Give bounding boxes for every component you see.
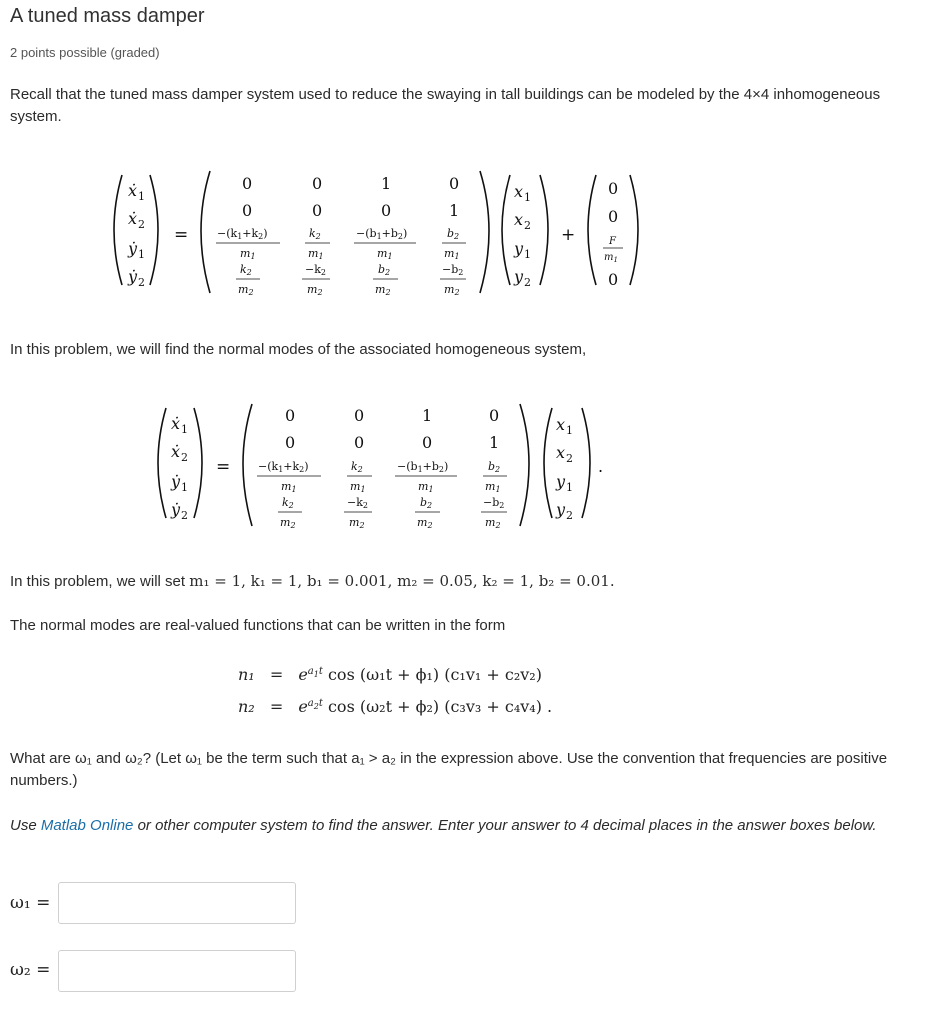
parameters-prefix: In this problem, we will set [10,573,190,590]
svg-text:x: x [556,415,566,434]
m-r2c2: 0 [312,201,323,220]
svg-text:m2: m2 [375,283,391,295]
mode-n2-lhs: n₂ [238,697,255,716]
instructions-prefix: Use [10,817,41,834]
svg-text:b2: b2 [447,227,460,241]
m-r1c1: 0 [242,174,253,193]
svg-text:m2: m2 [307,283,323,295]
parameters-values: m₁ = 1, k₁ = 1, b₁ = 0.001, m₂ = 0.05, k₂ = 1, b₂ = 0.01. [189,572,615,590]
svg-text:m1: m1 [240,247,256,261]
force-1: 0 [608,207,619,226]
lhs-sub-0: 1 [138,190,145,203]
svg-text:m1: $m_1$ [604,252,618,264]
svg-text:0: 0 [354,433,365,452]
mode-n2: $n_2 = e^{a_2t}$ cos (ω₂t + ϕ₂) (c₃v₃ + c₄v₄) . [238,697,553,716]
svg-text:ẋ: ẋ [171,442,181,461]
svg-text:b2: b2 [378,263,391,277]
lhs-sub-2: 1 [138,248,145,261]
svg-text:k2: k2 [282,496,294,510]
svg-text:m1: m1 [485,480,501,494]
svg-text:m2: m2 [349,516,365,528]
force-3: 0 [608,270,619,289]
svg-text:2: 2 [181,451,188,464]
omega1-label: ω₁ = [10,893,51,913]
modes-intro-text: The normal modes are real-valued functions that can be written in the form [10,617,506,634]
svg-text:1: 1 [181,481,188,494]
svg-text:1: 1 [489,433,500,452]
svg-text:0: 0 [489,406,500,425]
svg-text:F: F [609,236,616,247]
homogeneous-equation [0,398,949,528]
svg-text:b2: b2 [420,496,433,510]
svg-text:m1: m1 [444,247,460,261]
svg-text:−b2: −b2 [442,263,464,277]
var-0: x [514,182,524,201]
svg-text:−(b1+b2): −(b1+b2) [397,460,449,474]
svg-text:=: = [174,225,189,245]
svg-text:k2: k2 [309,227,321,241]
lhs-1: ẋ [128,209,138,228]
lhs-2: ẏ [128,239,138,258]
var-sub-1: 2 [524,219,531,232]
question-text: What are ω₁ and ω₂? (Let ω₁ be the term such that a₁ > a₂ in the expression above. Use the convention that frequencies are positive numbers.) [10,750,888,789]
mode-n1-lhs: n₁ [238,665,255,684]
svg-text:1: 1 [566,481,573,494]
svg-text:−k2: −k2 [305,263,326,277]
m-r1c3: 1 [381,174,392,193]
var-sub-2: 1 [524,248,531,261]
instructions-text [10,815,935,837]
mode-n2-rhs: cos (ω₂t + ϕ₂) (c₃v₃ + c₄v₄) . [327,697,553,716]
inhomogeneous-equation [0,165,949,295]
intro-text: Recall that the tuned mass damper system used to reduce the swaying in tall buildings can be modeled by the 4×4 inhomogeneous system. [10,86,881,125]
svg-text:0: 0 [354,406,365,425]
svg-text:1: 1 [181,423,188,436]
mode-n1-rhs: cos (ω₁t + ϕ₁) (c₁v₁ + c₂v₂) [327,665,542,684]
svg-text:y: y [556,472,566,491]
points-label: 2 points possible (graded) [10,45,160,60]
svg-text:m1: m1 [308,247,324,261]
lhs-sub-1: 2 [138,218,145,231]
lhs-sub-3: 2 [138,276,145,289]
svg-text:0: 0 [422,433,433,452]
svg-text:0: 0 [285,433,296,452]
svg-text:b2: b2 [488,460,501,474]
m-r2c3: 0 [381,201,392,220]
svg-text:2: 2 [566,509,573,522]
svg-text:k2: k2 [240,263,252,277]
lhs-3: ẏ [128,267,138,286]
svg-text:m1: m1 [281,480,297,494]
instructions-suffix: or other computer system to find the answer. Enter your answer to 4 decimal places in the answer boxes below. [133,817,877,834]
svg-text:m2: m2 [238,283,254,295]
svg-text:−(b1+b2): −(b1+b2) [356,227,408,241]
m-r1c2: 0 [312,174,323,193]
svg-text:−k2: −k2 [347,496,368,510]
svg-text:+: + [561,225,576,245]
svg-text:1: 1 [422,406,433,425]
svg-text:ẏ: ẏ [171,500,181,519]
svg-text:−b2: −b2 [483,496,505,510]
omega1-input[interactable] [58,882,296,924]
svg-text:m2: m2 [417,516,433,528]
svg-text:m1: m1 [418,480,434,494]
svg-text:0: 0 [285,406,296,425]
var-sub-0: 1 [524,191,531,204]
svg-text:ẏ: ẏ [171,472,181,491]
var-2: y [514,239,524,258]
homogeneous-intro-text: In this problem, we will find the normal modes of the associated homogeneous system, [10,341,587,358]
svg-text:.: . [598,457,604,476]
m-r2c4: 1 [449,201,460,220]
force-0: 0 [608,179,619,198]
svg-text:m2: m2 [444,283,460,295]
svg-text:2: 2 [566,452,573,465]
svg-text:m1: m1 [350,480,366,494]
svg-text:y: y [556,500,566,519]
mode-n1: $n_1 = e^{a_1t}$ cos (ω₁t + ϕ₁) (c₁v₁ + c₂v₂) [238,665,542,684]
svg-text:2: 2 [181,509,188,522]
m-r2c1: 0 [242,201,253,220]
svg-text:=: = [216,457,231,477]
omega2-input[interactable] [58,950,296,992]
omega2-label: ω₂ = [10,960,51,980]
problem-title: A tuned mass damper [10,5,205,27]
svg-text:k2: k2 [351,460,363,474]
svg-text:1: 1 [566,424,573,437]
svg-text:ẋ: ẋ [171,414,181,433]
svg-text:−(k1+k2): −(k1+k2) [217,227,268,241]
var-3: y [514,267,524,286]
svg-text:m2: m2 [485,516,501,528]
matlab-online-link[interactable]: Matlab Online [40,817,134,834]
lhs-0: ẋ [128,181,138,200]
m-r1c4: 0 [449,174,460,193]
svg-text:x: x [556,443,566,462]
var-1: x [514,210,524,229]
parameters-text [10,570,930,593]
svg-text:m2: m2 [280,516,296,528]
var-sub-3: 2 [524,276,531,289]
svg-text:m1: m1 [377,247,393,261]
svg-text:−(k1+k2): −(k1+k2) [258,460,309,474]
